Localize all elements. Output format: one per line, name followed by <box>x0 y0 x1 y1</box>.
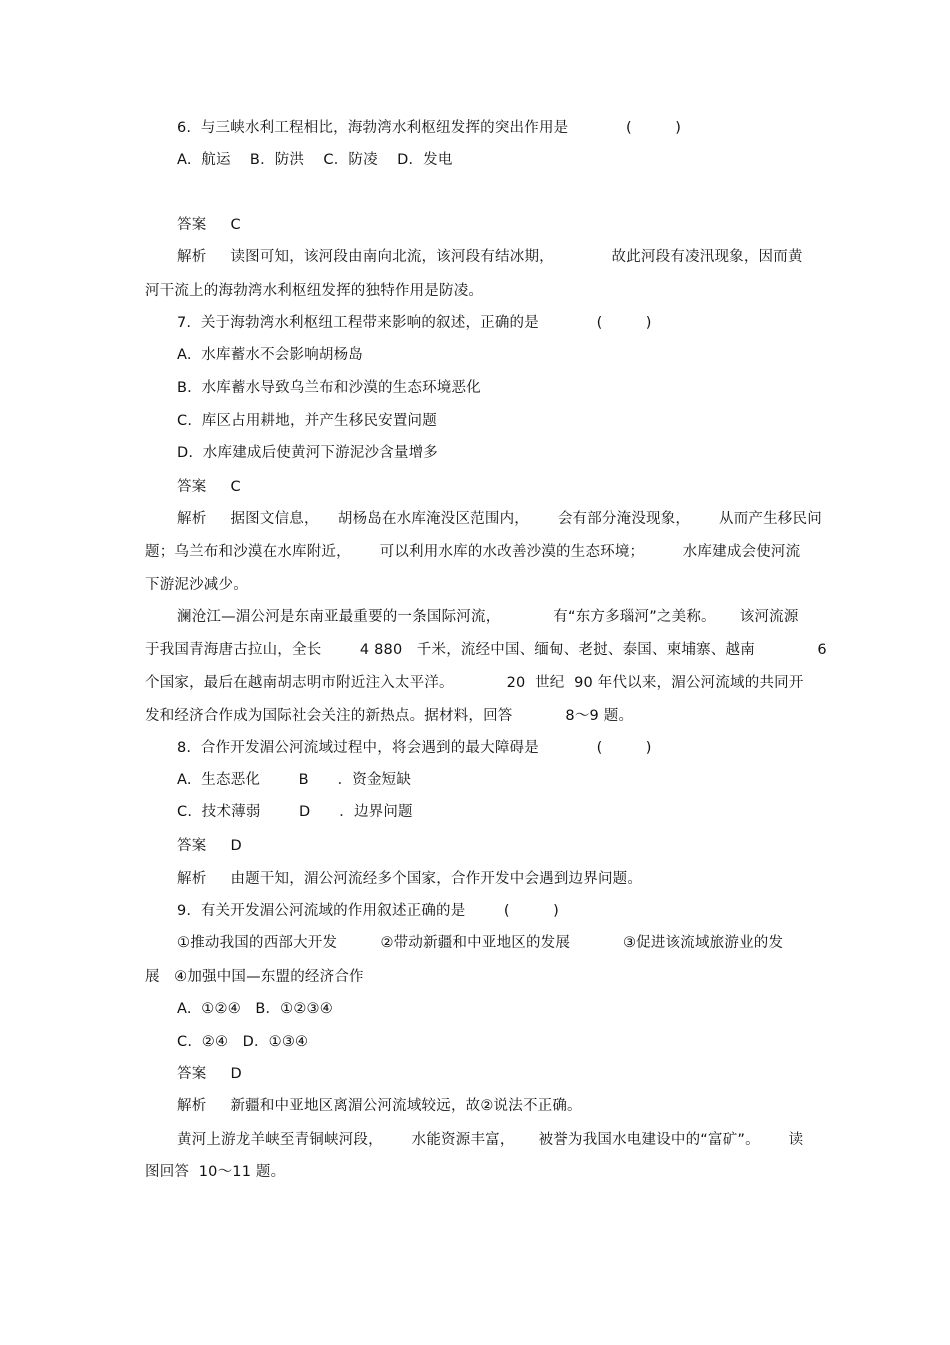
mekong-passage-line-3: 个国家，最后在越南胡志明市附近注入太平洋。 20 世纪 90 年代以来，湄公河流域的共同开 <box>145 675 804 691</box>
yellow-river-passage-line-1: 黄河上游龙羊峡至青铜峡河段， 水能资源丰富， 被誉为我国水电建设中的“富矿”。 读 <box>177 1132 804 1148</box>
q8-stem: 8. 合作开发湄公河流域过程中，将会遇到的最大障碍是 ( ) <box>177 740 652 756</box>
q7-answer: 答案 C <box>177 479 241 495</box>
q7-analysis-line-3: 下游泥沙减少。 <box>145 577 248 593</box>
q8-answer: 答案 D <box>177 838 242 854</box>
q8-analysis: 解析 由题干知，湄公河流经多个国家，合作开发中会遇到边界问题。 <box>177 871 643 887</box>
q7-option-b: B. 水库蓄水导致乌兰布和沙漠的生态环境恶化 <box>177 380 481 396</box>
q6-stem: 6. 与三峡水利工程相比，海勃湾水利枢纽发挥的突出作用是 ( ) <box>177 120 682 136</box>
q9-options-line-1: A. ①②④ B．①②③④ <box>177 1001 333 1017</box>
q7-option-c: C. 库区占用耕地，并产生移民安置问题 <box>177 413 437 429</box>
mekong-passage-line-2: 于我国青海唐古拉山，全长 4 880 千米，流经中国、缅甸、老挝、泰国、柬埔寨、越南 6 <box>145 642 827 658</box>
mekong-passage-line-1: 澜沧江—湄公河是东南亚最重要的一条国际河流， 有“东方多瑙河”之美称。 该河流源 <box>177 609 799 625</box>
q6-answer: 答案 C <box>177 217 241 233</box>
q6-options: A. 航运 B．防洪 C．防凌 D．发电 <box>177 152 453 168</box>
q9-answer: 答案 D <box>177 1066 242 1082</box>
q9-options-line-2: C. ②④ D．①③④ <box>177 1034 309 1050</box>
q7-analysis-line-1: 解析 据图文信息， 胡杨岛在水库淹没区范围内， 会有部分淹没现象， 从而产生移民问 <box>177 511 822 527</box>
q9-analysis: 解析 新疆和中亚地区离湄公河流域较远，故②说法不正确。 <box>177 1098 582 1114</box>
q7-option-d: D. 水库建成后使黄河下游泥沙含量增多 <box>177 445 438 461</box>
q9-stem: 9. 有关开发湄公河流域的作用叙述正确的是 ( ) <box>177 903 559 919</box>
q8-options-line-2: C. 技术薄弱 D ．边界问题 <box>177 804 413 820</box>
q8-options-line-1: A. 生态恶化 B ．资金短缺 <box>177 772 412 788</box>
q7-stem: 7. 关于海勃湾水利枢纽工程带来影响的叙述，正确的是 ( ) <box>177 315 652 331</box>
q9-items-line-1: ①推动我国的西部大开发 ②带动新疆和中亚地区的发展 ③促进该流域旅游业的发 <box>177 935 784 951</box>
q6-analysis-line-1: 解析 读图可知，该河段由南向北流，该河段有结冰期， 故此河段有凌汛现象，因而黄 <box>177 249 803 265</box>
q7-analysis-line-2: 题；乌兰布和沙漠在水库附近， 可以利用水库的水改善沙漠的生态环境； 水库建成会使河流 <box>145 544 801 560</box>
yellow-river-passage-line-2: 图回答 10～11 题。 <box>145 1164 286 1180</box>
mekong-passage-line-4: 发和经济合作成为国际社会关注的新热点。据材料，回答 8～9 题。 <box>145 708 634 724</box>
q7-option-a: A. 水库蓄水不会影响胡杨岛 <box>177 347 363 363</box>
q6-analysis-line-2: 河干流上的海勃湾水利枢纽发挥的独特作用是防凌。 <box>145 283 484 299</box>
q9-items-line-2: 展 ④加强中国—东盟的经济合作 <box>145 969 364 985</box>
